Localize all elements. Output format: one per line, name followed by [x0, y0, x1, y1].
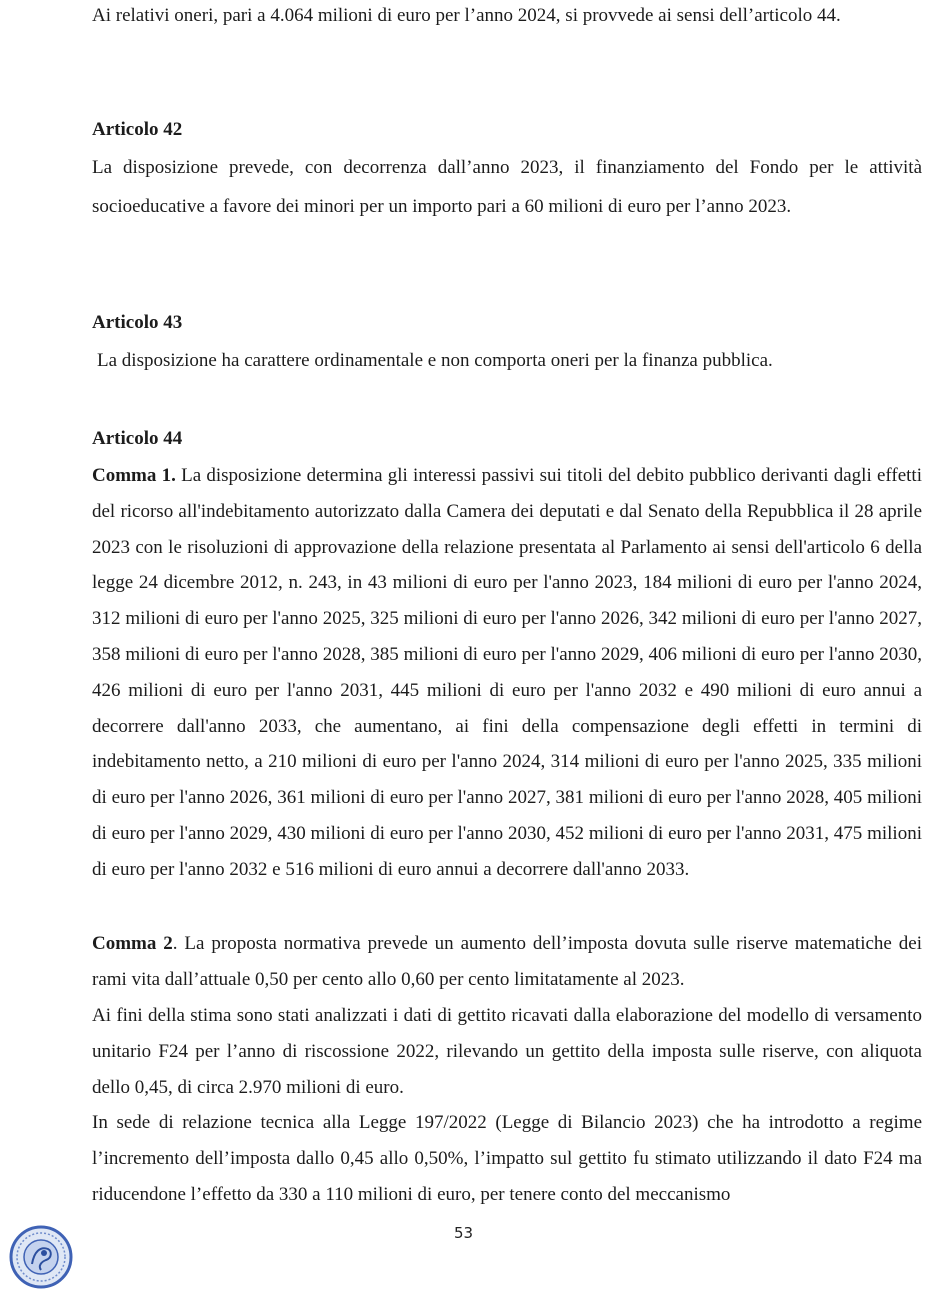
- comma-1-paragraph: [92, 458, 922, 888]
- page-number: 53: [453, 1224, 474, 1242]
- comma-1-text: La disposizione determina gli interessi passivi sui titoli del debito pubblico derivanti dagli effetti del ricorso all'indebitamento autorizzato dalla Camera dei deputati e dal Senato della Repubblica il 28 aprile 2023 con le risoluzioni di approvazione della relazione presentata al Parlamento ai sensi dell'articolo 6 della legge 24 dicembre 2012, n. 243, in 43 milioni di euro per l'anno 2023, 184 milioni di euro per l'anno 2024, 312 milioni di euro per l'anno 2025, 325 milioni di euro per l'anno 2026, 342 milioni di euro per l'anno 2027, 358 milioni di euro per l'anno 2028, 385 milioni di euro per l'anno 2029, 406 milioni di euro per l'anno 2030, 426 milioni di euro per l'anno 2031, 445 milioni di euro per l'anno 2032 e 490 milioni di euro annui a decorrere dall'anno 2033, che aumentano, ai fini della compensazione degli effetti in termini di indebitamento netto, a 210 milioni di euro per l'anno 2024, 314 milioni di euro per l'anno 2025, 335 milioni di euro per l'anno 2026, 361 milioni di euro per l'anno 2027, 381 milioni di euro per l'anno 2028, 405 milioni di euro per l'anno 2029, 430 milioni di euro per l'anno 2030, 452 milioni di euro per l'anno 2031, 475 milioni di euro per l'anno 2032 e 516 milioni di euro annui a decorrere dall'anno 2033.: [92, 465, 922, 880]
- article-42-paragraph: La disposizione prevede, con decorrenza dall’anno 2023, il finanziamento del Fondo per le attività socioeducative a favore dei minori per un importo pari a 60 milioni di euro per l’anno 2023.: [92, 157, 922, 217]
- institutional-seal-icon: [8, 1224, 74, 1290]
- article-44-heading: Articolo 44: [92, 428, 183, 449]
- relazione-paragraph: In sede di relazione tecnica alla Legge 197/2022 (Legge di Bilancio 2023) che ha introdotto a regime l’incremento dell’imposta dallo 0,45 allo 0,50%, l’impatto sul gettito fu stimato utilizzando il dato F24 ma riducendone l’effetto da 330 a 110 milioni di euro, per tenere conto del meccanismo: [92, 1112, 922, 1205]
- article-42-heading: Articolo 42: [92, 119, 183, 140]
- comma-1-label: Comma 1.: [92, 465, 176, 486]
- comma-2-label: Comma 2: [92, 933, 173, 954]
- article-43-heading: Articolo 43: [92, 312, 183, 333]
- intro-paragraph: Ai relativi oneri, pari a 4.064 milioni di euro per l’anno 2024, si provvede ai sensi dell’articolo 44.: [92, 5, 841, 26]
- stima-paragraph: Ai fini della stima sono stati analizzati i dati di gettito ricavati dalla elaborazione del modello di versamento unitario F24 per l’anno di riscossione 2022, rilevando un gettito della imposta sulle riserve, con aliquota dello 0,45, di circa 2.970 milioni di euro.: [92, 1005, 922, 1098]
- comma-2-text: . La proposta normativa prevede un aumento dell’imposta dovuta sulle riserve matematiche dei rami vita dall’attuale 0,50 per cento allo 0,60 per cento limitatamente al 2023.: [92, 933, 922, 990]
- article-43-paragraph: La disposizione ha carattere ordinamentale e non comporta oneri per la finanza pubblica.: [97, 350, 773, 371]
- comma-2-paragraph: [92, 926, 922, 998]
